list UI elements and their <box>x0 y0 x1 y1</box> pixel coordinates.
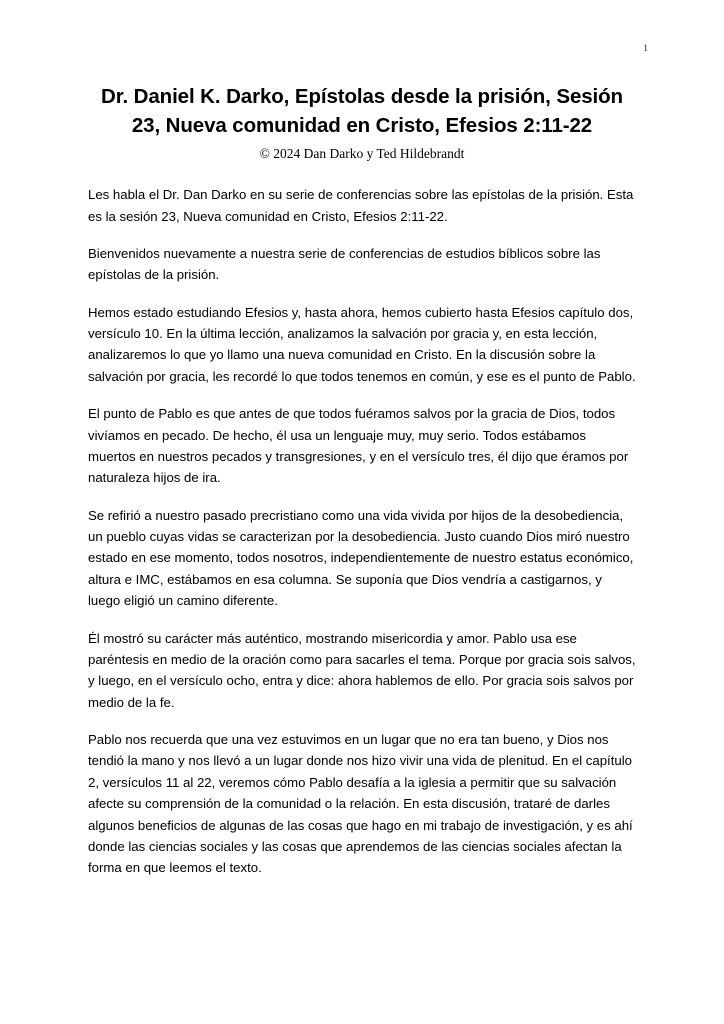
document-content <box>88 82 636 879</box>
copyright-line: © 2024 Dan Darko y Ted Hildebrandt <box>259 146 465 162</box>
transcript-body <box>88 184 636 879</box>
paragraph: El punto de Pablo es que antes de que todos fuéramos salvos por la gracia de Dios, todos vivíamos en pecado. De hecho, él usa un lenguaje muy, muy serio. Todos estábamos muertos en nuestros pecados y transgresiones, y en el versículo tres, él dijo que éramos por naturaleza hijos de ira. <box>88 406 629 486</box>
paragraph: Bienvenidos nuevamente a nuestra serie de conferencias de estudios bíblicos sobre las epístolas de la prisión. <box>88 245 601 283</box>
page-title: Dr. Daniel K. Darko, Epístolas desde la prisión, Sesión 23, Nueva comunidad en Cristo, Efesios 2:11-22 <box>101 85 623 138</box>
paragraph: Él mostró su carácter más auténtico, mostrando misericordia y amor. Pablo usa ese paréntesis en medio de la oración como para sacarles el tema. Porque por gracia sois salvos, y luego, en el versículo ocho, entra y dice: ahora hablemos de ello. Por gracia sois salvos por medio de la fe. <box>88 630 636 710</box>
paragraph: Pablo nos recuerda que una vez estuvimos en un lugar que no era tan bueno, y Dios nos tendió la mano y nos llevó a un lugar donde nos hizo vivir una vida de plenitud. En el capítulo 2, versículos 11 al 22, veremos cómo Pablo desafía a la iglesia a permitir que su salvación afecte su comprensión de la comunidad o la relación. En esta discusión, trataré de darles algunos beneficios de algunas de las cosas que hago en mi trabajo de investigación, y es ahí donde las ciencias sociales y las cosas que aprendemos de las ciencias sociales afectan la forma en que leemos el texto. <box>88 732 633 876</box>
page-number: 1 <box>643 44 648 54</box>
paragraph: Les habla el Dr. Dan Darko en su serie de conferencias sobre las epístolas de la prisión. Esta es la sesión 23, Nueva comunidad en Cristo, Efesios 2:11-22. <box>88 187 634 224</box>
paragraph: Se refirió a nuestro pasado precristiano como una vida vivida por hijos de la desobediencia, un pueblo cuyas vidas se caracterizan por la desobediencia. Justo cuando Dios miró nuestro estado en ese momento, todos nosotros, independientemente de nuestro estatus económico, altura e IMC, estábamos en esa columna. Se suponía que Dios vendría a castigarnos, y luego eligió un camino diferente. <box>88 507 634 609</box>
paragraph: Hemos estado estudiando Efesios y, hasta ahora, hemos cubierto hasta Efesios capítulo dos, versículo 10. En la última lección, analizamos la salvación por gracia y, en esta lección, analizaremos lo que yo llamo una nueva comunidad en Cristo. En la discusión sobre la salvación por gracia, les recordé lo que todos tenemos en común, y ese es el punto de Pablo. <box>88 304 636 384</box>
